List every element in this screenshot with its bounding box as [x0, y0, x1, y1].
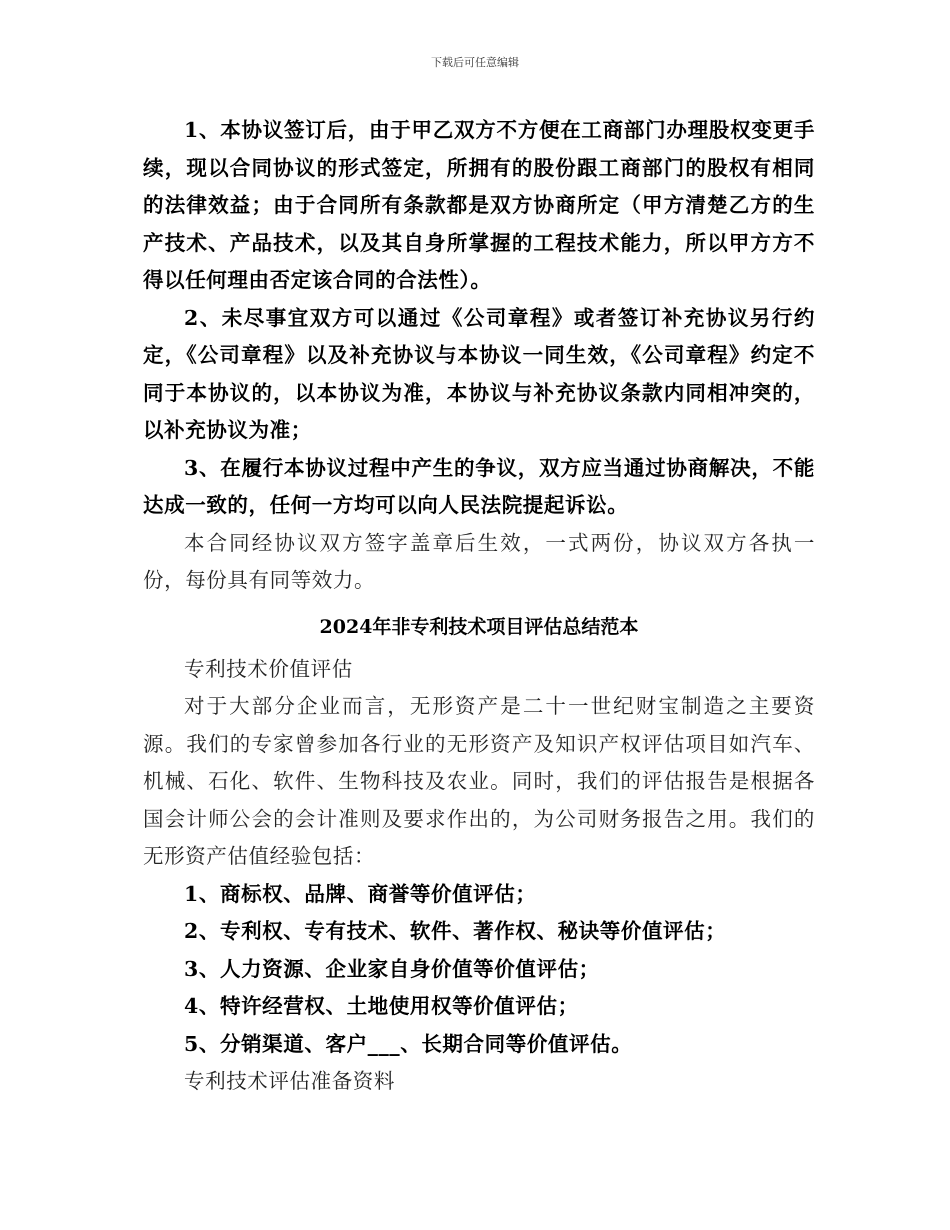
document-body: [143, 112, 815, 1101]
page-header-note: 下载后可任意编辑: [431, 56, 519, 69]
list-item: 1、商标权、品牌、商誉等价值评估；: [184, 881, 537, 906]
list-item: 4、特许经营权、土地使用权等价值评估；: [184, 994, 579, 1018]
list-item: 2、专利权、专有技术、软件、著作权、秘诀等价值评估；: [184, 919, 727, 943]
subheading-value-assessment: 专利技术价值评估: [184, 656, 353, 681]
clause-2: 2、未尽事宜双方可以通过《公司章程》或者签订补充协议另行约定，《公司章程》以及补充协议与本协议一同生效，《公司章程》约定不同于本协议的，以本协议为准，本协议与补充协议条款内同相冲突的，以补充协议为准；: [143, 305, 815, 442]
effectiveness-paragraph: 本合同经协议双方签字盖章后生效，一式两份，协议双方各执一份，每份具有同等效力。: [143, 530, 815, 592]
clause-1: 1、本协议签订后，由于甲乙双方不方便在工商部门办理股权变更手续，现以合同协议的形式签定，所拥有的股份跟工商部门的股权有相同的法律效益；由于合同所有条款都是双方协商所定（甲方清楚乙方的生产技术、产品技术，以及其自身所掌握的工程技术能力，所以甲方方不得以任何理由否定该合同的合法性）。: [143, 118, 815, 292]
list-item: 3、人力资源、企业家自身价值等价值评估；: [184, 956, 600, 981]
section-title: 2024年非专利技术项目评估总结范本: [319, 615, 639, 638]
intro-paragraph: 对于大部分企业而言，无形资产是二十一世纪财宝制造之主要资源。我们的专家曾参加各行业的无形资产及知识产权评估项目如汽车、机械、石化、软件、生物科技及农业。同时，我们的评估报告是根据各国会计师公会的会计准则及要求作出的，为公司财务报告之用。我们的无形资产估值经验包括：: [143, 694, 815, 868]
subheading-preparation: 专利技术评估准备资料: [184, 1069, 395, 1093]
list-item: 5、分销渠道、客户___、长期合同等价值评估。: [184, 1031, 633, 1056]
clause-3: 3、在履行本协议过程中产生的争议，双方应当通过协商解决，不能达成一致的，任何一方均可以向人民法院提起诉讼。: [143, 455, 815, 517]
